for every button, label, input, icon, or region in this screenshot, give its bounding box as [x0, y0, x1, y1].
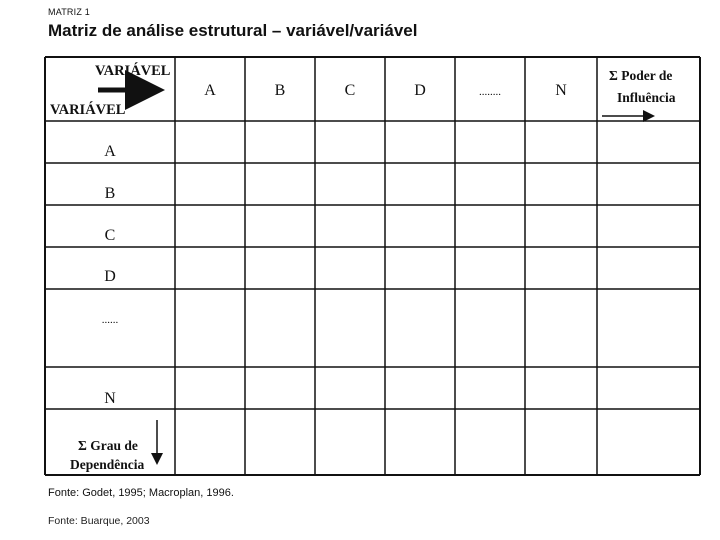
row-header: N [104, 390, 116, 407]
column-header: B [274, 82, 286, 99]
matrix-title: Matriz de análise estrutural – variável/variável [48, 21, 418, 40]
matrix-number-label: MATRIZ 1 [48, 7, 90, 17]
row-header: C [104, 227, 116, 244]
row-header: D [104, 268, 116, 285]
column-header: D [414, 82, 426, 99]
row-header: A [104, 143, 116, 160]
row-header: ...... [101, 314, 119, 326]
column-header: A [204, 82, 216, 99]
column-header: N [555, 82, 567, 99]
column-header: C [344, 82, 356, 99]
corner-bottom-label: VARIÁVEL [50, 102, 126, 118]
influence-label-line1: Σ Poder de [609, 68, 673, 83]
source-citation-inline: Fonte: Godet, 1995; Macroplan, 1996. [48, 487, 234, 499]
dependence-label-line2: Dependência [70, 457, 145, 472]
influence-label-line2: Influência [617, 90, 676, 105]
source-caption: Fonte: Buarque, 2003 [48, 515, 150, 527]
matrix-grid [45, 57, 700, 475]
column-header: ........ [479, 86, 501, 98]
row-header: B [104, 185, 116, 202]
dependence-label-line1: Σ Grau de [78, 438, 138, 453]
corner-top-label: VARIÁVEL [95, 63, 171, 79]
